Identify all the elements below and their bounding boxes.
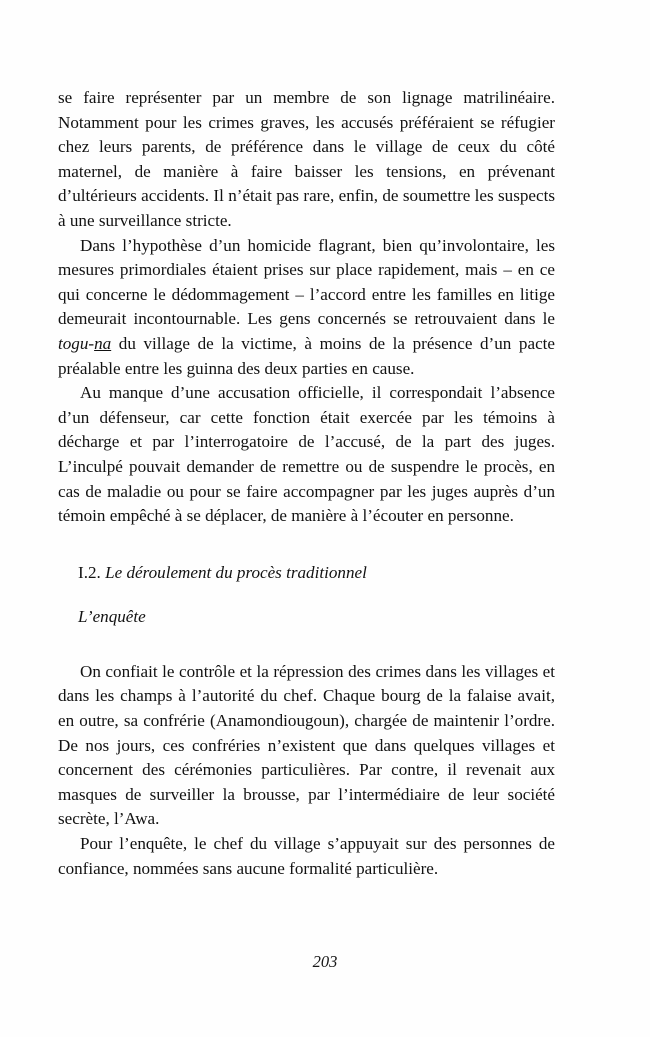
paragraph-3: Au manque d’une accusation officielle, il correspondait l’absence d’un défenseur, car cette fonction était exercée par les témoins à décharge et par l’interrogatoire de l’accusé, de la part des juges. L’inculpé pouvait demander de remettre ou de suspendre le procès, en cas de maladie ou pour se faire accompagner par les juges auprès d’un témoin empêché à se déplacer, de manière à l’écouter en personne. — [58, 383, 555, 526]
subsection-heading-enquete: L’enquête — [78, 607, 146, 627]
paragraph-2 — [58, 234, 555, 382]
italic-term-togu: togu- — [58, 333, 95, 353]
section-heading-title: Le déroulement du procès traditionnel — [105, 562, 367, 582]
paragraph-1: se faire représenter par un membre de son lignage matrilinéaire. Notamment pour les crimes graves, les accusés préféraient se réfugier chez leurs parents, de préférence dans le village de ceux du côté maternel, de manière à faire baisser les tensions, en prévenant d’ultérieurs accidents. Il n’était pas rare, enfin, de soumettre les suspects à une surveillance stricte. — [58, 88, 555, 230]
paragraph-5: Pour l’enquête, le chef du village s’appuyait sur des personnes de confiance, nommées sans aucune formalité particulière. — [58, 834, 555, 878]
italic-underlined-term-na: na — [94, 333, 112, 353]
page-number: 203 — [312, 952, 338, 971]
section-heading-1-2 — [58, 561, 555, 586]
section-number: I.2. — [78, 562, 101, 582]
spacer-before-section-heading — [58, 529, 555, 561]
page-text-column — [58, 86, 555, 881]
paragraph-4: On confiait le contrôle et la répression des crimes dans les villages et dans les champs à l’autorité du chef. Chaque bourg de la falaise avait, en outre, sa confrérie (Anamondiougoun), chargée de maintenir l’ordre. De nos jours, ces confréries n’existent que dans quelques villages et concernent des cérémonies particulières. Par contre, il revenait aux masques de surveiller la brousse, par l’intermédiaire de leur société secrète, l’Awa. — [58, 661, 555, 829]
paragraph-2-trail-text: du village de la victime, à moins de la présence d’un pacte préalable entre les guinna des deux parties en cause. — [58, 333, 555, 378]
spacer-after-subsection-heading — [58, 630, 555, 660]
paragraph-2-lead-text: Dans l’hypothèse d’un homicide flagrant, bien qu’involontaire, les mesures primordiales étaient prises sur place rapidement, mais – en ce qui concerne le dédommagement – l’accord entre les familles en litige demeurait incontournable. Les gens concernés se retrouvaient dans le — [58, 235, 555, 329]
spacer-after-section-heading — [58, 585, 555, 605]
